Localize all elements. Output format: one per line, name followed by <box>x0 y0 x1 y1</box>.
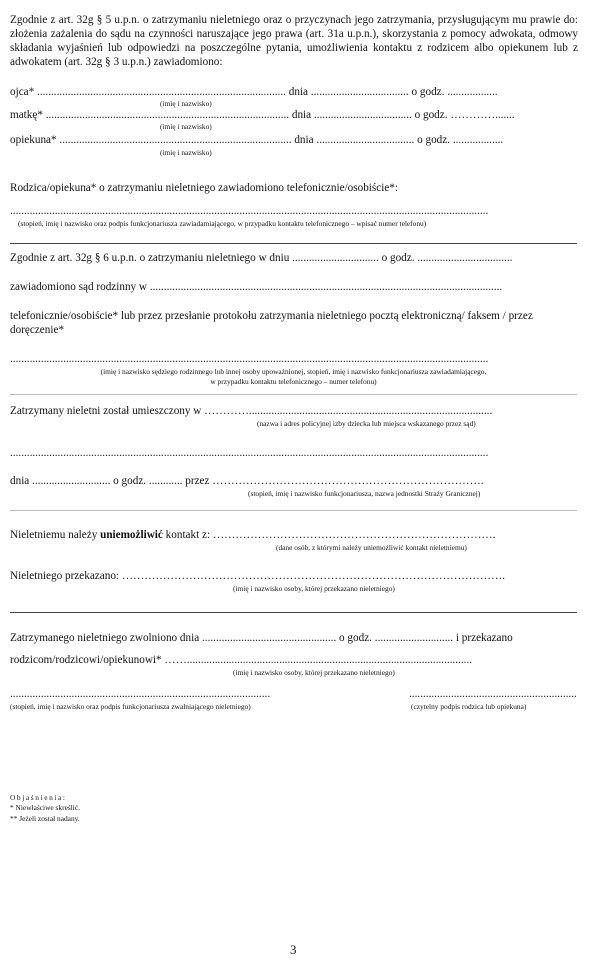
father-name-caption: (imię i nazwisko) <box>160 99 212 108</box>
section-divider <box>10 394 577 395</box>
contact-emphasis: uniemożliwić <box>100 529 163 541</box>
page-number: 3 <box>290 942 297 957</box>
contact-restriction-line <box>10 528 495 542</box>
note-if-assigned: ** Jeżeli został nadany. <box>10 814 80 823</box>
officer-signature-caption: (stopień, imię i nazwisko oraz podpis funkcjonariusza zwalniającego nieletniego) <box>10 702 251 711</box>
mother-line: matkę* ....................................................................................... dnia ................................... o godz. …………....... <box>10 109 515 121</box>
note-strike-out: * Niewłaściwe skreślić. <box>10 803 80 812</box>
intro-paragraph: Zgodnie z art. 32g § 5 u.p.n. o zatrzymaniu nieletniego oraz o przyczynach jego zatrzymania, przysługującym mu prawie do: złożenia zażalenia do sądu na czynności naruszające jego prawa (art. 31a u.p.n.), skorzystania z pomocy adwokata, odmowy składania wyjaśnień lub odpowiedzi na poszczególne pytania, umożliwienia kontaktu z rodzicem albo opiekunem lub z adwokatem (art. 32g § 3 u.p.n.) zawiadomiono: <box>10 14 578 68</box>
contact-suffix: kontakt z: …………………………………………………………………. <box>162 529 496 541</box>
father-line: ojca* ......................................................................................... dnia ................................... o godz. .................. <box>10 86 498 98</box>
officer-signature-dots: ............................................................................................. <box>10 688 271 700</box>
phone-notice-caption: (stopień, imię i nazwisko oraz podpis funkcjonariusza zawiadamiającego, w przypadku kontaktu telefonicznego – wpisać numer telefonu) <box>18 219 427 228</box>
contact-caption: (dane osób, z którymi należy uniemożliwić kontakt nieletniemu) <box>276 543 467 552</box>
court-date-line: Zgodnie z art. 32g § 6 u.p.n. o zatrzymaniu nieletniego w dniu ............................... o godz. .................................. <box>10 252 513 264</box>
phone-notice-label: Rodzica/opiekuna* o zatrzymaniu nieletniego zawiadomiono telefonicznie/osobiście*: <box>10 182 399 194</box>
section-divider <box>10 612 577 613</box>
section-divider <box>10 510 577 511</box>
placement-date-line: dnia ............................ o godz. ............ przez ………………………………………………………………. <box>10 475 484 487</box>
placement-officer-caption: (stopień, imię i nazwisko funkcjonariusza, nazwa jednostki Straży Granicznej) <box>248 489 481 498</box>
placement-line: Zatrzymany nieletni został umieszczony w …………....................................................................................... <box>10 405 493 417</box>
court-caption-2: w przypadku kontaktu telefonicznego – numer telefonu) <box>210 377 377 386</box>
handover-caption: (imię i nazwisko osoby, której przekazano nieletniego) <box>233 584 395 593</box>
guardian-line: opiekuna* ................................................................................... dnia ................................... o godz. .................. <box>10 134 504 146</box>
handover-line: Nieletniego przekazano: …………………………………………………………………………………………. <box>10 570 505 582</box>
release-caption: (imię i nazwisko osoby, której przekazano nieletniego) <box>233 668 395 677</box>
section-divider <box>10 243 577 244</box>
release-date-line: Zatrzymanego nieletniego zwolniono dnia ................................................ o godz. ............................ i przekazano <box>10 632 513 644</box>
contact-prefix: Nieletniemu należy <box>10 529 101 541</box>
court-method-line: telefonicznie/osobiście* lub przez przesłanie protokołu zatrzymania nieletniego pocztą elektroniczną/ faksem / przez doręczenie* <box>10 310 533 336</box>
parent-signature-caption: (czytelny podpis rodzica lub opiekuna) <box>411 702 527 711</box>
court-caption-1: (imię i nazwisko sędziego rodzinnego lub innej osoby upoważnionej, stopień, imię i nazwisko funkcjonariusza zawiadamiającego, <box>100 367 487 376</box>
placement-dots: ........................................................................................................................................................................... <box>10 447 489 459</box>
notes-title: Objaśnienia: <box>10 793 67 802</box>
placement-caption: (nazwa i adres policyjnej izby dziecka lub miejsca wskazanego przez sąd) <box>257 419 476 428</box>
court-dots: ........................................................................................................................................................................... <box>10 353 489 365</box>
phone-notice-dots: ........................................................................................................................................................................... <box>10 205 489 217</box>
mother-name-caption: (imię i nazwisko) <box>160 122 212 131</box>
court-name-line: zawiadomiono sąd rodzinny w .............................................................................................................................. <box>10 281 503 293</box>
parent-signature-dots: ............................................................ <box>409 688 577 700</box>
release-recipient-line: rodzicom/rodzicowi/opiekunowi* ……...................................................................................................... <box>10 654 473 666</box>
guardian-name-caption: (imię i nazwisko) <box>160 148 212 157</box>
